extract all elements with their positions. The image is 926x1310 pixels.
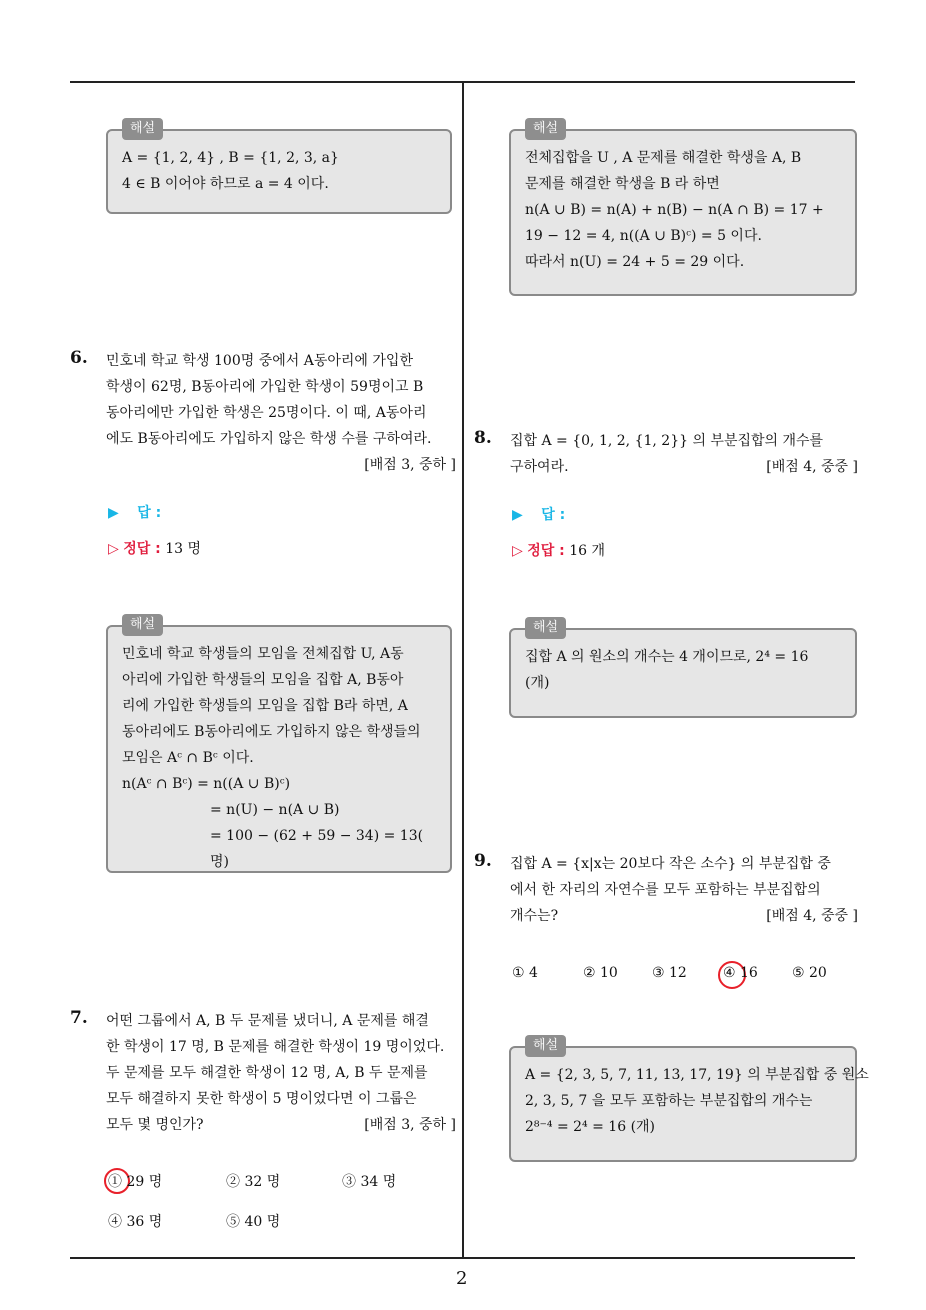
- question-line: 민호네 학교 학생 100명 중에서 A동아리에 가입한: [106, 353, 413, 369]
- question-score: [배점 3, 중하 ]: [364, 457, 456, 473]
- solution-line: 리에 가입한 학생들의 모임을 집합 B라 하면, A: [122, 698, 408, 714]
- correct-answer-row: [512, 540, 605, 560]
- solution-line: 19 − 12 = 4, n((A ∪ B)ᶜ) = 5 이다.: [525, 228, 762, 244]
- column-divider: [462, 83, 464, 1258]
- question-7-number: 7.: [70, 1008, 88, 1028]
- page-number: 2: [456, 1268, 468, 1289]
- question-score: [배점 4, 중중 ]: [766, 908, 858, 924]
- right-solution-box-3: [509, 1038, 869, 1162]
- outline-play-icon: ▷: [512, 543, 523, 559]
- question-last-line: [510, 454, 858, 480]
- choice-4[interactable]: ④ 36 명: [108, 1214, 163, 1230]
- question-line: 모두 몇 명인가?: [106, 1117, 204, 1133]
- choice-3[interactable]: ③ 12: [652, 965, 687, 981]
- solution-line: n(A ∪ B) = n(A) + n(B) − n(A ∩ B) = 17 +: [525, 202, 824, 218]
- question-line: 한 학생이 17 명, B 문제를 해결한 학생이 19 명이었다.: [106, 1039, 445, 1055]
- solution-line: A = {2, 3, 5, 7, 11, 13, 17, 19} 의 부분집합 중 원소: [525, 1067, 869, 1083]
- question-score: [배점 3, 중하 ]: [364, 1117, 456, 1133]
- choice-1[interactable]: ① 29 명: [108, 1174, 163, 1190]
- solution-line: 2⁸⁻⁴ = 2⁴ = 16 (개): [525, 1119, 656, 1135]
- correct-label: 정답 :: [527, 543, 565, 559]
- outline-play-icon: ▷: [108, 541, 119, 557]
- question-8-text: [510, 428, 858, 480]
- right-solution-box-2: [509, 620, 857, 718]
- question-line: 에도 B동아리에도 가입하지 않은 학생 수를 구하여라.: [106, 431, 432, 447]
- solution-line: = 100 − (62 + 59 − 34) = 13( 명): [210, 828, 424, 870]
- question-9-choices: [512, 965, 852, 989]
- correct-label: 정답 :: [123, 541, 161, 557]
- correct-value: 13 명: [165, 541, 202, 557]
- play-icon: ▶: [512, 507, 523, 523]
- question-7-choices: [108, 1171, 448, 1231]
- solution-tag: 해설: [525, 1035, 566, 1057]
- question-8-number: 8.: [474, 428, 492, 448]
- correct-answer-row: [108, 538, 201, 558]
- solution-line: 동아리에도 B동아리에도 가입하지 않은 학생들의: [122, 724, 421, 740]
- question-line: 두 문제를 모두 해결한 학생이 12 명, A, B 두 문제를: [106, 1065, 428, 1081]
- solution-line: 2, 3, 5, 7 을 모두 포함하는 부분집합의 개수는: [525, 1093, 813, 1109]
- solution-tag: 해설: [525, 118, 566, 140]
- solution-tag: 해설: [525, 617, 566, 639]
- answer-row: [108, 502, 161, 522]
- solution-line: 따라서 n(U) = 24 + 5 = 29 이다.: [525, 254, 745, 270]
- choice-1[interactable]: ① 4: [512, 965, 538, 981]
- answer-label: 답 :: [137, 505, 162, 521]
- choice-5[interactable]: ⑤ 20: [792, 965, 827, 981]
- question-line: 동아리에만 가입한 학생은 25명이다. 이 때, A동아리: [106, 405, 427, 421]
- choice-2[interactable]: ② 10: [583, 965, 618, 981]
- question-line: 개수는?: [510, 908, 559, 924]
- question-line: 학생이 62명, B동아리에 가입한 학생이 59명이고 B: [106, 379, 424, 395]
- right-solution-box-1: [509, 121, 857, 296]
- choice-5[interactable]: ⑤ 40 명: [226, 1214, 281, 1230]
- solution-line: = n(U) − n(A ∪ B): [210, 802, 340, 818]
- solution-tag: 해설: [122, 118, 163, 140]
- solution-line: 민호네 학교 학생들의 모임을 전체집합 U, A동: [122, 646, 404, 662]
- question-last-line: [106, 1112, 456, 1138]
- answer-row: [512, 504, 565, 524]
- choice-2[interactable]: ② 32 명: [226, 1174, 281, 1190]
- correct-value: 16 개: [569, 543, 606, 559]
- choice-4[interactable]: ④ 16: [723, 965, 758, 981]
- solution-line: 전체집합을 U , A 문제를 해결한 학생을 A, B: [525, 150, 802, 166]
- solution-line: 아리에 가입한 학생들의 모임을 집합 A, B동아: [122, 672, 404, 688]
- question-7-text: [106, 1008, 456, 1138]
- question-6-text: [106, 348, 456, 478]
- question-9-text: [510, 851, 858, 929]
- question-line: 집합 A = {x|x는 20보다 작은 소수} 의 부분집합 중: [510, 856, 831, 872]
- solution-line: A = {1, 2, 4} , B = {1, 2, 3, a}: [122, 150, 339, 166]
- solution-line: 4 ∈ B 이어야 하므로 a = 4 이다.: [122, 176, 329, 192]
- bottom-rule: [70, 1257, 855, 1259]
- choice-3[interactable]: ③ 34 명: [342, 1174, 397, 1190]
- solution-line: 문제를 해결한 학생을 B 라 하면: [525, 176, 720, 192]
- question-line: 에서 한 자리의 자연수를 모두 포함하는 부분집합의: [510, 882, 821, 898]
- solution-line: 집합 A 의 원소의 개수는 4 개이므로, 2⁴ = 16: [525, 649, 809, 665]
- question-score: [배점 4, 중중 ]: [766, 459, 858, 475]
- question-line: 구하여라.: [510, 459, 569, 475]
- left-solution-box-1: [106, 121, 452, 214]
- answer-label: 답 :: [541, 507, 566, 523]
- solution-line: (개): [525, 675, 550, 691]
- solution-line: 모임은 Aᶜ ∩ Bᶜ 이다.: [122, 750, 254, 766]
- solution-line: n(Aᶜ ∩ Bᶜ) = n((A ∪ B)ᶜ): [122, 776, 291, 792]
- question-line: 모두 해결하지 못한 학생이 5 명이었다면 이 그룹은: [106, 1091, 417, 1107]
- solution-tag: 해설: [122, 614, 163, 636]
- question-9-number: 9.: [474, 851, 492, 871]
- question-line: 어떤 그룹에서 A, B 두 문제를 냈더니, A 문제를 해결: [106, 1013, 429, 1029]
- question-line: 집합 A = {0, 1, 2, {1, 2}} 의 부분집합의 개수를: [510, 433, 824, 449]
- question-6-number: 6.: [70, 348, 88, 368]
- question-last-line: [510, 903, 858, 929]
- left-solution-box-2: [106, 617, 452, 873]
- play-icon: ▶: [108, 505, 119, 521]
